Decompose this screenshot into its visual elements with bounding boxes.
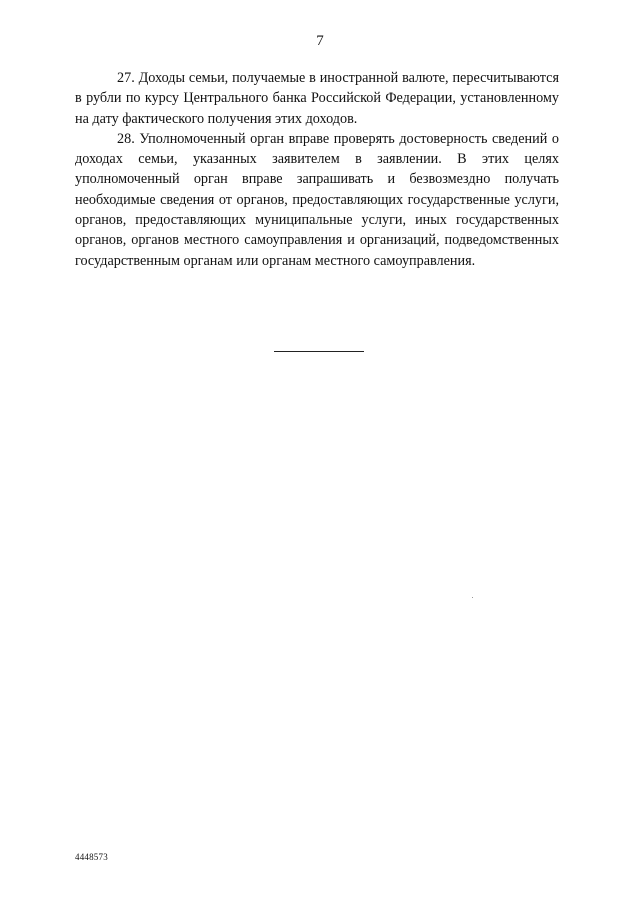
scan-speck xyxy=(472,597,473,598)
paragraph-28: 28. Уполномоченный орган вправе проверять достоверность сведений о доходах семьи, указанных заявителем в заявлении. В этих целях уполномоченный орган вправе запрашивать и безвозмездно получать необходимые сведения от органов, предоставляющих государственные услуги, органов, предоставляющих муниципальные услуги, иных государственных органов, органов местного самоуправления и организаций, подведомственных государственным органам или органам местного самоуправления. xyxy=(75,130,559,269)
paragraph-27: 27. Доходы семьи, получаемые в иностранной валюте, пересчитываются в рубли по курсу Центрального банка Российской Федерации, установленному на дату фактического получения этих доходов. xyxy=(75,70,559,127)
document-code: 4448573 xyxy=(75,852,108,862)
end-separator-line xyxy=(274,351,364,352)
document-body xyxy=(75,68,559,271)
page-number: 7 xyxy=(316,33,324,49)
